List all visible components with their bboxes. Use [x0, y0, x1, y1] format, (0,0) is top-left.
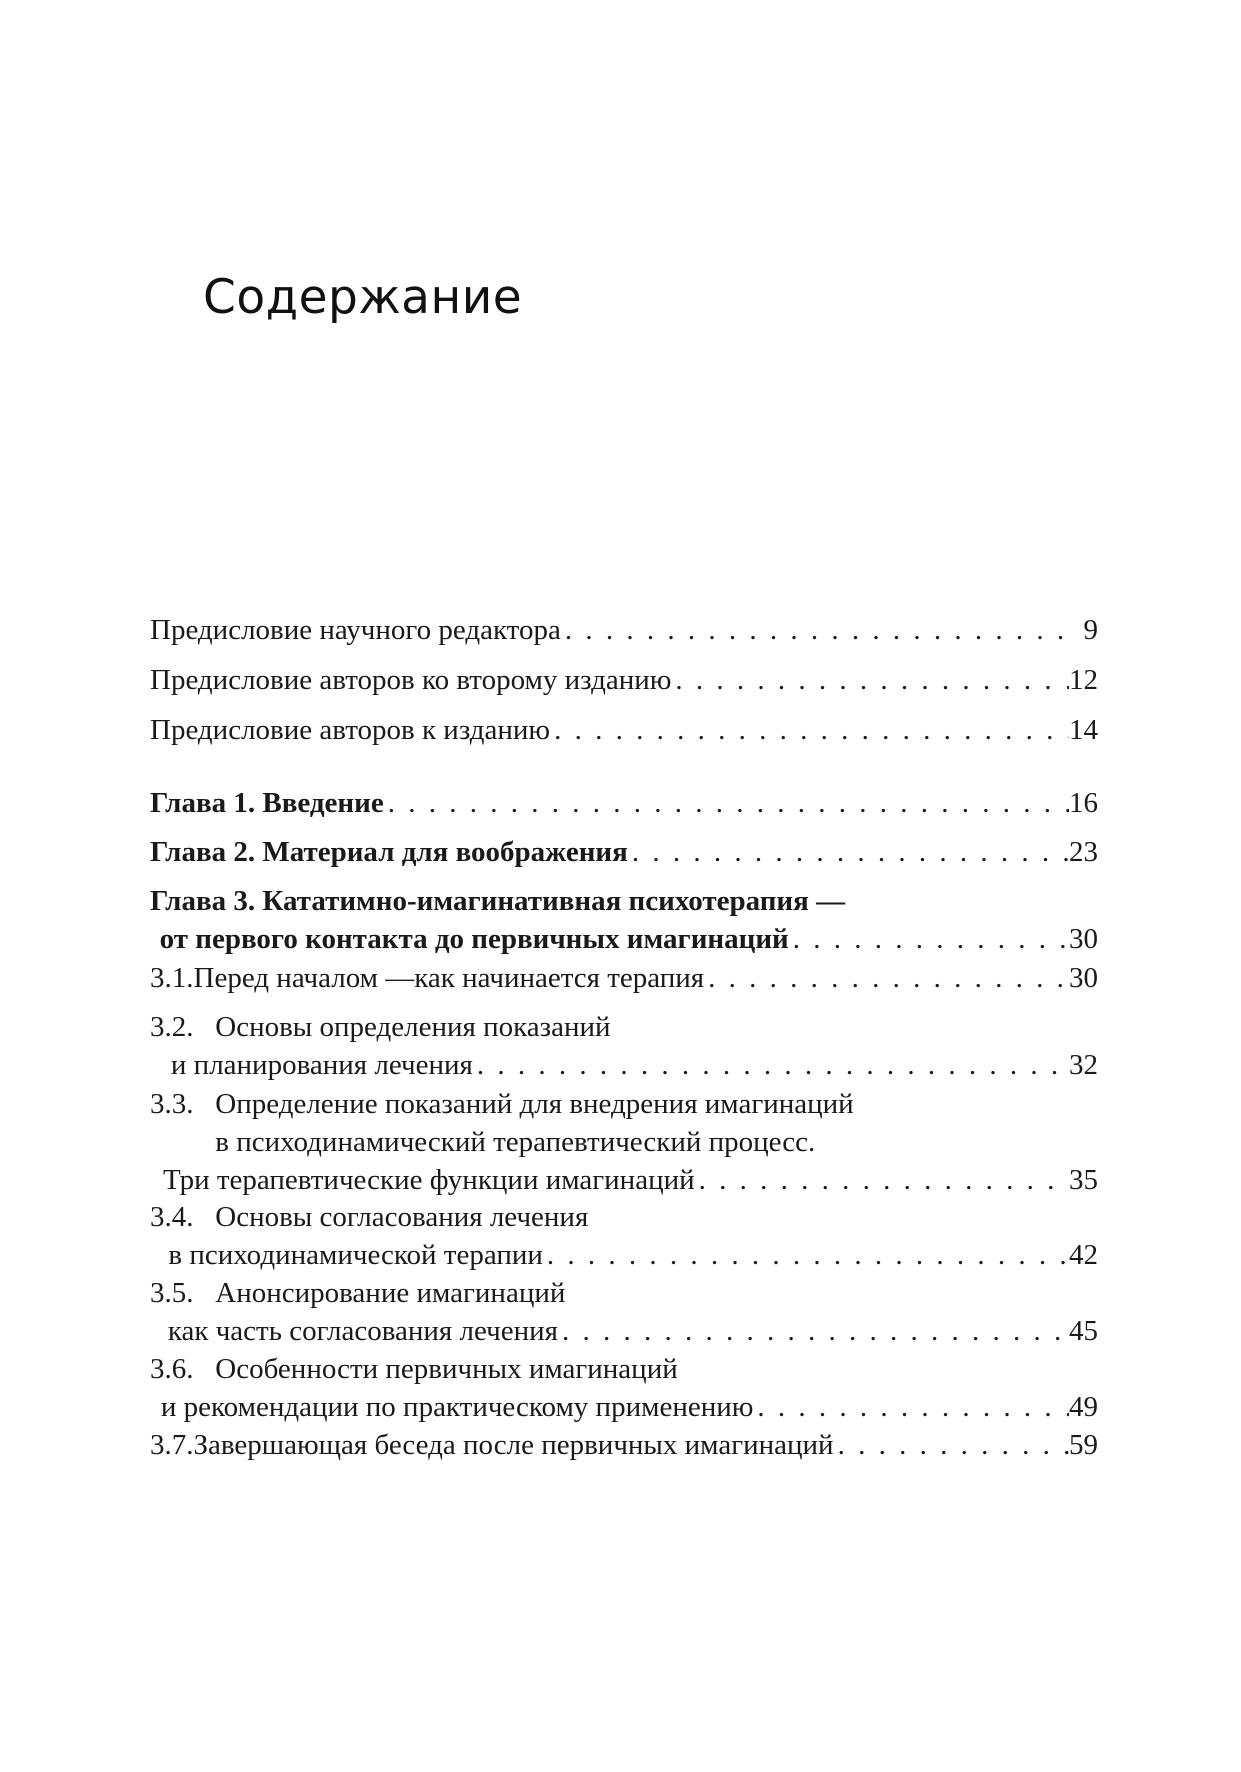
dot-leader — [543, 1236, 1069, 1274]
toc-section-entry[interactable] — [150, 1008, 1098, 1084]
toc-section-number: 3.4. — [150, 1201, 194, 1233]
dot-leader — [561, 611, 1070, 649]
toc-section-number: 3.3. — [150, 1088, 194, 1120]
toc-page-number: 32 — [1069, 1049, 1098, 1081]
toc-page-number: 42 — [1069, 1239, 1098, 1271]
toc-chapter-entry[interactable] — [150, 882, 1098, 958]
page-title: Содержание — [203, 270, 523, 325]
toc-entry-title-continued: в психодинамической терапии — [168, 1239, 543, 1271]
toc-entry[interactable] — [150, 661, 1098, 699]
dot-leader — [695, 1161, 1069, 1199]
toc-entry-title: Предисловие авторов ко второму изданию — [150, 664, 672, 696]
toc-page-number: 12 — [1069, 664, 1098, 696]
toc-entry-title: Предисловие авторов к изданию — [150, 714, 551, 746]
dot-leader — [789, 920, 1069, 958]
toc-entry-title: Особенности первичных имагинаций — [215, 1353, 678, 1385]
toc-chapter-entry[interactable] — [150, 833, 1098, 871]
toc-section-number: 3.5. — [150, 1277, 194, 1309]
toc-entry-title-continued: в психодинамический терапевтический процесс. — [215, 1126, 816, 1158]
toc-page-number: 30 — [1069, 962, 1098, 994]
dot-leader — [628, 833, 1069, 871]
toc-entry[interactable] — [150, 611, 1098, 649]
toc-page-number: 16 — [1069, 787, 1098, 819]
toc-section-number: 3.1. — [150, 962, 194, 994]
dot-leader — [473, 1046, 1069, 1084]
toc-entry[interactable] — [150, 711, 1098, 749]
dot-leader — [384, 784, 1069, 822]
toc-entry-title-continued: и планирования лечения — [170, 1049, 473, 1081]
toc-entry-title: Завершающая беседа после первичных имагинаций — [193, 1429, 834, 1461]
toc-section-number: 3.2. — [150, 1011, 194, 1043]
toc-section-entry[interactable] — [150, 1085, 1098, 1199]
dot-leader — [704, 959, 1069, 997]
toc-entry-title-continued: как часть согласования лечения — [167, 1315, 558, 1347]
toc-page-number: 45 — [1069, 1315, 1098, 1347]
toc-section-entry[interactable] — [150, 1426, 1098, 1464]
toc-section-entry[interactable] — [150, 1274, 1098, 1350]
toc-section-number: 3.6. — [150, 1353, 194, 1385]
toc-entry-title-continued: Три терапевтические функции имагинаций — [162, 1164, 695, 1196]
toc-entry-title: Основы согласования лечения — [215, 1201, 589, 1233]
toc-entry-title: Глава 1. Введение — [150, 787, 384, 819]
toc-entry-title: Анонсирование имагинаций — [215, 1277, 566, 1309]
toc-page-number: 9 — [1083, 614, 1098, 646]
toc-entry-title: Определение показаний для внедрения имагинаций — [215, 1088, 854, 1120]
toc-page-number: 30 — [1069, 923, 1098, 955]
dot-leader — [753, 1388, 1069, 1426]
toc-page-number: 14 — [1069, 714, 1098, 746]
toc-entry-title: Предисловие научного редактора — [150, 614, 561, 646]
toc-section-entry[interactable] — [150, 959, 1098, 997]
toc-entry-title: Глава 3. Кататимно-имагинативная психотерапия — — [150, 885, 846, 917]
toc-page-number: 23 — [1069, 836, 1098, 868]
toc-entry-title: Основы определения показаний — [215, 1011, 611, 1043]
toc-entry-title: Глава 2. Материал для воображения — [150, 836, 628, 868]
dot-leader — [834, 1426, 1069, 1464]
dot-leader — [550, 711, 1069, 749]
toc-entry-title-continued: и рекомендации по практическому применению — [160, 1391, 754, 1423]
dot-leader — [671, 661, 1069, 699]
toc-section-entry[interactable] — [150, 1350, 1098, 1426]
toc-section-entry[interactable] — [150, 1198, 1098, 1274]
toc-entry-title-continued: от первого контакта до первичных имагинаций — [159, 923, 789, 955]
toc-page-number: 59 — [1069, 1429, 1098, 1461]
table-of-contents — [150, 0, 1098, 1772]
toc-page-number: 35 — [1069, 1164, 1098, 1196]
toc-section-number: 3.7. — [150, 1429, 194, 1461]
toc-page-number: 49 — [1069, 1391, 1098, 1423]
dot-leader — [558, 1312, 1069, 1350]
toc-chapter-entry[interactable] — [150, 784, 1098, 822]
toc-entry-title: Перед началом —как начинается терапия — [193, 962, 705, 994]
